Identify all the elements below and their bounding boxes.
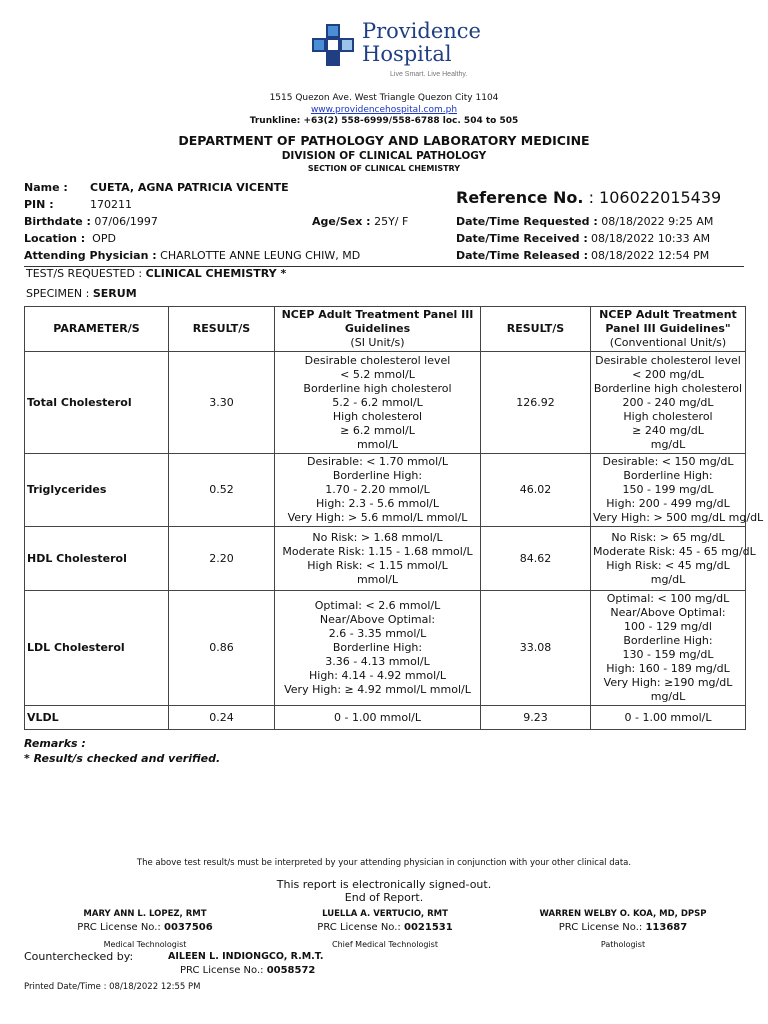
license-number: 0021531	[403, 922, 453, 933]
patient-pin-label: PIN :	[24, 198, 54, 211]
birthdate-value: 07/06/1997	[94, 215, 158, 228]
medical-cross-icon	[310, 22, 356, 68]
date-released-row	[456, 249, 588, 263]
reference-range-line: 100 - 129 mg/dl	[624, 620, 712, 633]
date-released-label: Date/Time Released :	[456, 249, 589, 262]
interpretation-note: The above test result/s must be interpreted by your attending physician in conjunction with your other clinical data.	[136, 858, 632, 868]
table-row	[25, 352, 746, 454]
signatory-name: LUELLA A. VERTUCIO, RMT	[322, 909, 448, 919]
reference-range-line: Desirable cholesterol level	[304, 353, 451, 367]
reference-value: : 106022015439	[588, 188, 722, 207]
results-body	[25, 352, 764, 730]
birthdate-label: Birthdate :	[24, 215, 91, 228]
ncep-si-subtitle: (SI Unit/s)	[350, 336, 405, 349]
reference-label: Reference No.	[456, 188, 584, 207]
reference-range-line: mg/dL	[650, 690, 686, 703]
printed-datetime: Printed Date/Time : 08/18/2022 12:55 PM	[24, 982, 201, 992]
reference-range-line: High: 160 - 189 mg/dL	[606, 662, 730, 675]
signatory-license	[40, 921, 250, 934]
license-number: 0037506	[163, 922, 213, 933]
result-si-value: 2.20	[169, 527, 275, 591]
reference-range-line: Moderate Risk: 45 - 65 mg/dL	[593, 544, 756, 558]
specimen-label: SPECIMEN :	[26, 287, 90, 300]
signatory-role: Pathologist	[600, 940, 646, 949]
reference-range-line: Borderline High:	[332, 641, 423, 654]
hospital-trunkline: Trunkline: +63(2) 558-6999/558-6788 loc. 504 to 505	[249, 116, 519, 126]
result-conv-value: 46.02	[481, 454, 591, 527]
reference-range-line: Desirable cholesterol level	[595, 353, 741, 367]
reference-range-line: No Risk: > 65 mg/dL	[611, 530, 725, 544]
reference-range-line: 0 - 1.00 mmol/L	[333, 710, 421, 724]
signatory-role: Chief Medical Technologist	[332, 940, 438, 949]
signatory-name: MARY ANN L. LOPEZ, RMT	[83, 909, 207, 919]
license-label: PRC License No.:	[558, 922, 643, 933]
reference-range-line: Moderate Risk: 1.15 - 1.68 mmol/L	[282, 544, 473, 558]
agesex-value: 25Y/ F	[374, 215, 409, 228]
table-header-row	[25, 307, 746, 352]
signatory-3	[518, 908, 728, 951]
hospital-address: 1515 Quezon Ave. West Triangle Quezon City 1104	[269, 93, 499, 103]
reference-range-line: Very High: ≥190 mg/dL	[603, 676, 733, 689]
result-conv-value: 126.92	[481, 352, 591, 454]
reference-range-line: High: 2.3 - 5.6 mmol/L	[316, 497, 439, 510]
signatory-license	[518, 921, 728, 934]
parameter-name: LDL Cholesterol	[25, 591, 169, 706]
reference-range-line: 1.70 - 2.20 mmol/L	[325, 483, 430, 496]
ncep-conv-title: NCEP Adult Treatment Panel III Guidelines"	[599, 308, 737, 335]
hospital-name-line2: Hospital	[362, 42, 452, 66]
reference-range-line: Desirable: < 1.70 mmol/L	[306, 455, 449, 468]
col-header-ncep-conv	[591, 307, 746, 352]
col-header-result-si: RESULT/S	[169, 307, 275, 352]
reference-range-line: No Risk: > 1.68 mmol/L	[312, 530, 443, 544]
result-conv-value: 9.23	[481, 706, 591, 730]
table-row	[25, 706, 746, 730]
date-received-value: 08/18/2022 10:33 AM	[591, 232, 711, 245]
reference-range-line: mmol/L	[356, 437, 399, 451]
parameter-name: Total Cholesterol	[25, 352, 169, 454]
counterchecked-license	[180, 965, 315, 976]
hospital-name	[362, 20, 481, 66]
reference-range-si	[275, 352, 481, 454]
license-label: PRC License No.:	[180, 965, 264, 976]
specimen-row	[26, 287, 137, 301]
hospital-logo	[310, 18, 490, 84]
location-label: Location :	[24, 232, 86, 245]
license-label: PRC License No.:	[317, 922, 401, 933]
signatory-2	[280, 908, 490, 951]
division-title: DIVISION OF CLINICAL PATHOLOGY	[281, 150, 487, 162]
signed-out-text: This report is electronically signed-out.	[276, 878, 492, 891]
table-row	[25, 591, 746, 706]
reference-range-line: 0 - 1.00 mmol/L	[624, 710, 712, 724]
date-released-value: 08/18/2022 12:54 PM	[591, 249, 710, 262]
reference-range-line: Borderline High:	[332, 469, 423, 482]
physician-label: Attending Physician :	[24, 249, 157, 262]
reference-range-line: 3.36 - 4.13 mmol/L	[325, 655, 430, 668]
reference-range-line: 150 - 199 mg/dL	[622, 483, 714, 496]
date-received-label: Date/Time Received :	[456, 232, 588, 245]
physician-value: CHARLOTTE ANNE LEUNG CHIW, MD	[160, 249, 361, 262]
signatory-role: Medical Technologist	[103, 940, 187, 949]
date-requested-row	[456, 215, 713, 229]
reference-range-line: Borderline High:	[623, 469, 713, 482]
reference-range-line: High Risk: < 1.15 mmol/L	[307, 558, 448, 572]
reference-range-line: Very High: > 500 mg/dL mg/dL	[593, 511, 764, 524]
license-number: 0058572	[266, 965, 316, 976]
reference-range-conv	[591, 591, 746, 706]
patient-pin-row	[24, 198, 54, 212]
signatory-license	[280, 921, 490, 934]
reference-range-line: mmol/L	[356, 572, 399, 586]
result-si-value: 3.30	[169, 352, 275, 454]
reference-range-si	[275, 454, 481, 527]
section-title: SECTION OF CLINICAL CHEMISTRY	[307, 164, 461, 173]
signatory-1	[40, 908, 250, 951]
reference-range-line: 2.6 - 3.35 mmol/L	[328, 627, 427, 640]
reference-range-si	[275, 706, 481, 730]
reference-range-line: mg/dL	[650, 572, 686, 586]
reference-range-line: Very High: > 5.6 mmol/L mmol/L	[287, 511, 468, 524]
reference-range-conv	[591, 706, 746, 730]
reference-range-line: High: 200 - 499 mg/dL	[606, 497, 730, 510]
patient-pin: 170211	[90, 198, 132, 211]
reference-range-line: Near/Above Optimal:	[610, 606, 726, 619]
table-row	[25, 454, 746, 527]
license-number: 113687	[645, 922, 688, 933]
reference-range-line: < 200 mg/dL	[632, 367, 704, 381]
license-label: PRC License No.:	[77, 922, 161, 933]
col-header-ncep-si	[275, 307, 481, 352]
table-row	[25, 527, 746, 591]
reference-range-conv	[591, 454, 764, 527]
reference-range-line: ≥ 240 mg/dL	[632, 423, 704, 437]
signatory-name: WARREN WELBY O. KOA, MD, DPSP	[539, 909, 707, 919]
reference-range-line: Optimal: < 2.6 mmol/L	[314, 599, 441, 612]
counterchecked-label: Counterchecked by:	[24, 950, 134, 963]
reference-range-line: Borderline high cholesterol	[593, 381, 743, 395]
col-header-param: PARAMETER/S	[25, 307, 169, 352]
hospital-website-link[interactable]: www.providencehospital.com.ph	[310, 105, 458, 115]
reference-number	[456, 188, 722, 207]
date-requested-value: 08/18/2022 9:25 AM	[601, 215, 714, 228]
reference-range-line: ≥ 6.2 mmol/L	[340, 423, 415, 437]
reference-range-line: Near/Above Optimal:	[319, 613, 436, 626]
reference-range-line: 130 - 159 mg/dL	[622, 648, 714, 661]
date-received-row	[456, 232, 588, 246]
remarks-label: Remarks :	[24, 737, 86, 750]
hospital-name-line1: Providence	[362, 19, 481, 43]
reference-range-si	[275, 591, 481, 706]
remarks-text: * Result/s checked and verified.	[24, 752, 221, 765]
birthdate-row	[24, 215, 158, 229]
parameter-name: HDL Cholesterol	[25, 527, 169, 591]
reference-range-line: Borderline High:	[623, 634, 713, 647]
date-requested-label: Date/Time Requested :	[456, 215, 598, 228]
reference-range-line: High Risk: < 45 mg/dL	[606, 558, 730, 572]
reference-range-line: mg/dL	[650, 437, 686, 451]
physician-row	[24, 249, 360, 263]
parameter-name: Triglycerides	[25, 454, 169, 527]
agesex-row	[312, 215, 408, 229]
signed-out-note	[0, 878, 768, 904]
reference-range-line: Very High: ≥ 4.92 mmol/L mmol/L	[284, 683, 471, 696]
col-header-result-conv: RESULT/S	[481, 307, 591, 352]
reference-range-line: Borderline high cholesterol	[303, 381, 452, 395]
reference-range-line: Desirable: < 150 mg/dL	[602, 455, 734, 468]
reference-range-line: 200 - 240 mg/dL	[622, 395, 714, 409]
hospital-tagline: Live Smart. Live Healthy.	[390, 71, 468, 78]
result-si-value: 0.52	[169, 454, 275, 527]
reference-range-conv	[591, 527, 756, 591]
tests-requested-label: TEST/S REQUESTED :	[26, 267, 143, 280]
agesex-label: Age/Sex :	[312, 215, 371, 228]
results-table	[24, 306, 764, 730]
reference-range-line: High: 4.14 - 4.92 mmol/L	[309, 669, 446, 682]
tests-requested-row	[26, 267, 286, 281]
reference-range-si	[275, 527, 481, 591]
patient-name	[90, 181, 289, 195]
patient-name-label: Name :	[24, 181, 68, 194]
location-row	[24, 232, 116, 246]
location-value: OPD	[92, 232, 116, 245]
patient-name-row	[24, 181, 68, 195]
ncep-si-title: NCEP Adult Treatment Panel III Guidelines	[281, 308, 474, 335]
end-of-report-text: End of Report.	[344, 891, 424, 904]
counterchecked-name: AILEEN L. INDIONGCO, R.M.T.	[168, 951, 324, 962]
reference-range-line: High cholesterol	[332, 409, 423, 423]
reference-range-line: High cholesterol	[623, 409, 713, 423]
result-si-value: 0.86	[169, 591, 275, 706]
ncep-conv-subtitle: (Conventional Unit/s)	[609, 336, 727, 349]
department-title: DEPARTMENT OF PATHOLOGY AND LABORATORY MEDICINE	[178, 133, 590, 148]
specimen-value: SERUM	[92, 287, 137, 300]
result-si-value: 0.24	[169, 706, 275, 730]
reference-range-conv	[591, 352, 746, 454]
parameter-name: VLDL	[25, 706, 169, 730]
tests-requested-value: CLINICAL CHEMISTRY *	[145, 267, 287, 280]
result-conv-value: 84.62	[481, 527, 591, 591]
remarks-block	[24, 736, 220, 766]
patient-name-value: CUETA, AGNA PATRICIA VICENTE	[90, 181, 289, 194]
result-conv-value: 33.08	[481, 591, 591, 706]
reference-range-line: Optimal: < 100 mg/dL	[606, 592, 730, 605]
reference-range-line: 5.2 - 6.2 mmol/L	[332, 395, 423, 409]
reference-range-line: < 5.2 mmol/L	[340, 367, 415, 381]
